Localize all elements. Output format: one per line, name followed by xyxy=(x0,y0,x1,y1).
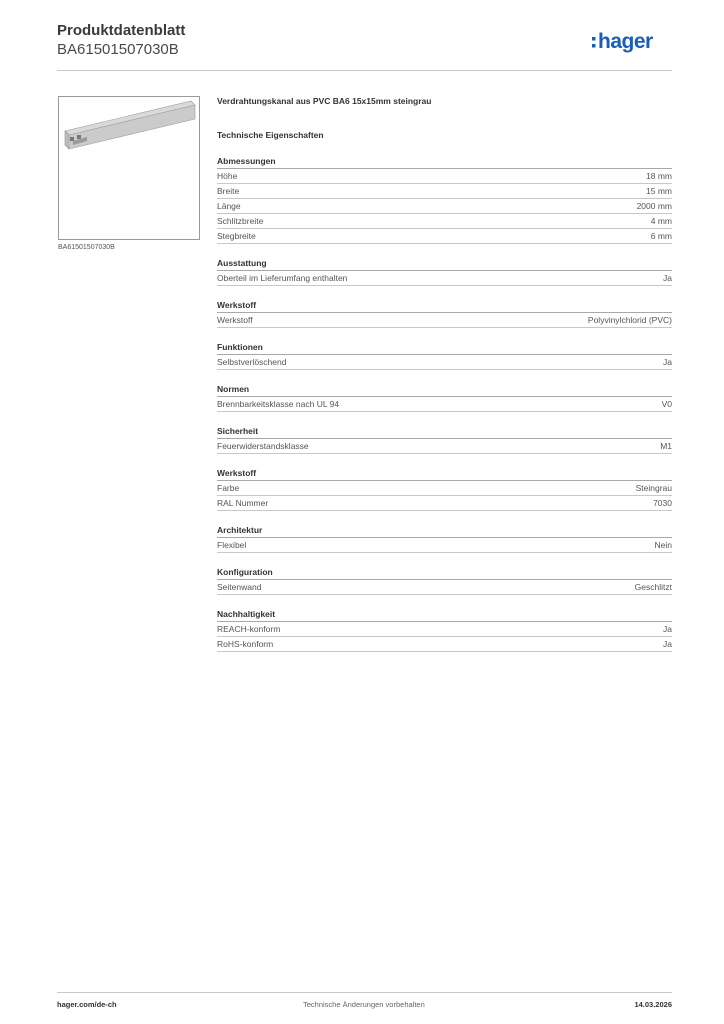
spec-value: Ja xyxy=(663,624,672,634)
spec-label: Breite xyxy=(217,186,240,196)
spec-row xyxy=(217,481,672,496)
section-title: Nachhaltigkeit xyxy=(217,609,672,622)
spec-label: Stegbreite xyxy=(217,231,256,241)
spec-value: 7030 xyxy=(653,498,672,508)
spec-label: Länge xyxy=(217,201,241,211)
footer-notice: Technische Änderungen vorbehalten xyxy=(303,1000,425,1009)
footer-date: 14.03.2026 xyxy=(634,1000,672,1009)
section-konfiguration xyxy=(217,567,672,595)
spec-row xyxy=(217,271,672,286)
section-ausstattung xyxy=(217,258,672,286)
spec-row xyxy=(217,355,672,370)
spec-value: Polyvinylchlorid (PVC) xyxy=(587,315,672,325)
section-title: Konfiguration xyxy=(217,567,672,580)
spec-row xyxy=(217,169,672,184)
spec-value: 4 mm xyxy=(650,216,672,226)
spec-row xyxy=(217,313,672,328)
section-normen xyxy=(217,384,672,412)
spec-row xyxy=(217,199,672,214)
spec-value: 2000 mm xyxy=(636,201,672,211)
spec-row xyxy=(217,637,672,652)
tech-heading: Technische Eigenschaften xyxy=(217,130,324,140)
spec-value: V0 xyxy=(661,399,672,409)
section-title: Ausstattung xyxy=(217,258,672,271)
spec-label: RAL Nummer xyxy=(217,498,269,508)
section-sicherheit xyxy=(217,426,672,454)
spec-label: Farbe xyxy=(217,483,240,493)
spec-label: Schlitzbreite xyxy=(217,216,264,226)
spec-value: Steingrau xyxy=(635,483,672,493)
spec-label: Oberteil im Lieferumfang enthalten xyxy=(217,273,348,283)
spec-value: 6 mm xyxy=(650,231,672,241)
spec-value: Nein xyxy=(654,540,672,550)
section-title: Werkstoff xyxy=(217,468,672,481)
spec-label: Werkstoff xyxy=(217,315,253,325)
spec-row xyxy=(217,397,672,412)
spec-row xyxy=(217,538,672,553)
section-abmessungen xyxy=(217,156,672,244)
spec-content xyxy=(217,96,672,652)
spec-label: RoHS-konform xyxy=(217,639,274,649)
spec-row xyxy=(217,439,672,454)
hager-logo xyxy=(592,30,672,54)
spec-row xyxy=(217,622,672,637)
product-image xyxy=(58,96,200,240)
spec-label: Brennbarkeitsklasse nach UL 94 xyxy=(217,399,340,409)
section-title: Abmessungen xyxy=(217,156,672,169)
page-header xyxy=(57,22,672,71)
spec-row xyxy=(217,229,672,244)
spec-label: Seitenwand xyxy=(217,582,262,592)
spec-value: Ja xyxy=(663,273,672,283)
product-name: Verdrahtungskanal aus PVC BA6 15x15mm steingrau xyxy=(217,96,432,106)
spec-row xyxy=(217,214,672,229)
spec-label: Flexibel xyxy=(217,540,247,550)
section-funktionen xyxy=(217,342,672,370)
section-title: Architektur xyxy=(217,525,672,538)
spec-value: Ja xyxy=(663,639,672,649)
spec-label: Selbstverlöschend xyxy=(217,357,287,367)
document-title: Produktdatenblatt xyxy=(57,22,186,39)
spec-row xyxy=(217,580,672,595)
article-number: BA61501507030B xyxy=(57,41,179,58)
spec-label: REACH-konform xyxy=(217,624,281,634)
spec-row xyxy=(217,496,672,511)
image-caption: BA61501507030B xyxy=(58,244,115,251)
spec-value: 15 mm xyxy=(646,186,672,196)
spec-row xyxy=(217,184,672,199)
section-title: Sicherheit xyxy=(217,426,672,439)
section-werkstoff xyxy=(217,300,672,328)
section-nachhaltigkeit xyxy=(217,609,672,652)
footer-website-link[interactable]: hager.com/de-ch xyxy=(57,1000,117,1009)
section-title: Werkstoff xyxy=(217,300,672,313)
spec-value: M1 xyxy=(660,441,672,451)
spec-value: Ja xyxy=(663,357,672,367)
page-footer xyxy=(57,992,672,1013)
spec-value: 18 mm xyxy=(646,171,672,181)
section-architektur xyxy=(217,525,672,553)
section-title: Normen xyxy=(217,384,672,397)
section-werkstoff-farbe xyxy=(217,468,672,511)
spec-value: Geschlitzt xyxy=(634,582,672,592)
spec-label: Höhe xyxy=(217,171,238,181)
section-title: Funktionen xyxy=(217,342,672,355)
logo-text: hager xyxy=(598,30,653,53)
spec-label: Feuerwiderstandsklasse xyxy=(217,441,309,451)
